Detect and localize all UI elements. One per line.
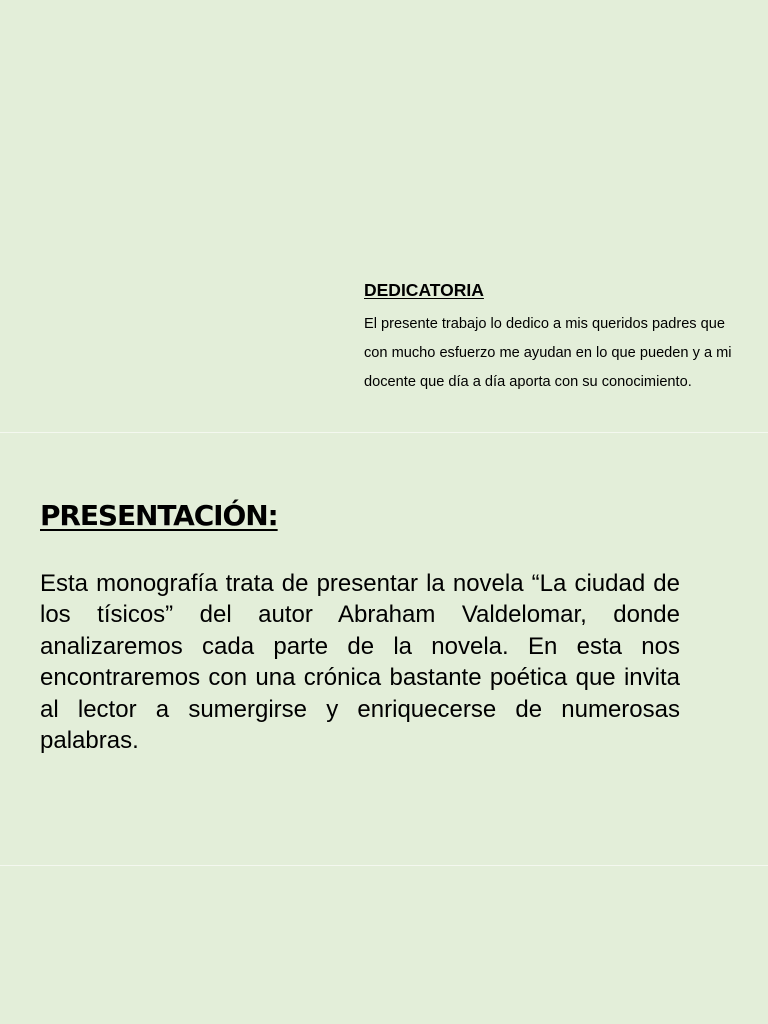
dedication-body: El presente trabajo lo dedico a mis queridos padres que con mucho esfuerzo me ayudan en lo que pueden y a mi docente que día a día aporta con su conocimiento.: [364, 316, 732, 390]
page-blank: [0, 866, 768, 1024]
dedication-section: [364, 279, 744, 397]
presentation-body: Esta monografía trata de presentar la novela “La ciudad de los tísicos” del autor Abraham Valdelomar, donde analizaremos cada parte de la novela. En esta nos encontraremos con una crónica bastante poética que invita al lector a sumergirse y enriquecerse de numerosas palabras.: [40, 570, 680, 755]
presentation-heading: PRESENTACIÓN:: [40, 499, 278, 532]
dedication-heading: DEDICATORIA: [364, 280, 484, 300]
presentation-section: [40, 496, 680, 755]
page-dedication: [0, 0, 768, 432]
